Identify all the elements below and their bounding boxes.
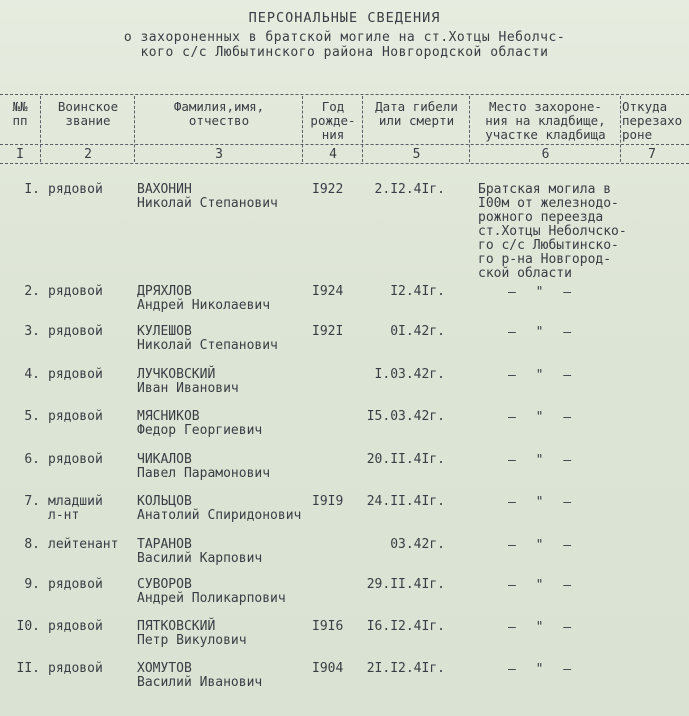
row-death-date: 2I.I2.4Iг. xyxy=(366,661,445,676)
row-given-names: Андрей Поликарпович xyxy=(137,591,286,606)
row-number: 6. xyxy=(24,452,40,467)
row-death-date: 29.II.4Iг. xyxy=(366,577,445,592)
column-separator xyxy=(134,96,135,162)
column-number: 6 xyxy=(541,147,550,162)
row-surname: ЛУЧКОВСКИЙ xyxy=(137,367,216,382)
row-burial-place-ditto: – " – xyxy=(508,453,578,468)
header-rule xyxy=(0,144,689,145)
row-burial-place: рожного переезда xyxy=(478,210,604,225)
row-burial-place: I00м от железнодо- xyxy=(478,196,619,211)
row-death-date: 24.II.4Iг. xyxy=(366,494,445,509)
row-number: 8. xyxy=(24,537,40,552)
row-birth-year: I92I xyxy=(312,324,344,339)
document-subtitle-line-2: кого с/с Любытинского района Новгородской области xyxy=(140,45,549,60)
row-number: I0. xyxy=(16,619,40,634)
row-rank: рядовой xyxy=(48,324,103,339)
document-subtitle-line-1: о захороненных в братской могиле на ст.Хотцы Неболчс- xyxy=(123,30,566,45)
row-number: 9. xyxy=(24,577,40,592)
row-burial-place-ditto: – " – xyxy=(508,285,578,300)
row-burial-place-ditto: – " – xyxy=(508,325,578,340)
row-number: 4. xyxy=(24,367,40,382)
row-rank: рядовой xyxy=(48,367,103,382)
row-rank: рядовой xyxy=(48,284,103,299)
row-burial-place-ditto: – " – xyxy=(508,662,578,677)
row-burial-place: го р-на Новгород- xyxy=(478,252,612,267)
row-surname: КУЛЕШОВ xyxy=(137,324,192,339)
row-burial-place-ditto: – " – xyxy=(508,410,578,425)
row-given-names: Василий Иванович xyxy=(137,675,263,690)
row-surname: ХОМУТОВ xyxy=(137,661,192,676)
row-surname: ТАРАНОВ xyxy=(137,537,192,552)
table-top-rule xyxy=(0,94,689,95)
row-death-date: 03.42г. xyxy=(390,537,445,552)
row-given-names: Анатолий Спиридонович xyxy=(137,508,302,523)
row-surname: СУВОРОВ xyxy=(137,577,192,592)
row-number: I. xyxy=(24,182,40,197)
row-burial-place-ditto: – " – xyxy=(508,538,578,553)
row-burial-place: го с/с Любытинско- xyxy=(478,238,619,253)
column-number: 4 xyxy=(329,147,337,162)
row-birth-year: I922 xyxy=(312,182,344,197)
row-death-date: I2.4Iг. xyxy=(390,284,445,299)
row-given-names: Николай Степанович xyxy=(137,338,278,353)
column-header-name: Фамилия,имя, отчество xyxy=(173,99,265,128)
row-rank: л-нт xyxy=(48,508,80,523)
row-death-date: I5.03.42г. xyxy=(366,409,445,424)
row-burial-place-ditto: – " – xyxy=(508,368,578,383)
column-number: 2 xyxy=(84,147,92,162)
row-rank: рядовой xyxy=(48,452,103,467)
row-number: II. xyxy=(16,661,40,676)
column-header-birth-year: Год рожде- ния xyxy=(310,99,356,142)
row-given-names: Андрей Николаевич xyxy=(137,298,271,313)
row-birth-year: I9I6 xyxy=(312,619,344,634)
row-burial-place: ст.Хотцы Неболчско- xyxy=(478,224,627,239)
column-number: 5 xyxy=(412,147,421,162)
column-separator xyxy=(620,96,621,162)
row-burial-place-ditto: – " – xyxy=(508,578,578,593)
column-header-reburied-from: Откуда перезахо роне xyxy=(622,99,683,142)
row-number: 2. xyxy=(24,284,40,299)
column-header-number: №№ пп xyxy=(12,99,28,128)
column-number: I xyxy=(16,147,24,162)
row-surname: ВАХОНИН xyxy=(137,182,192,197)
row-death-date: I.03.42г. xyxy=(374,367,445,382)
row-rank: лейтенант xyxy=(48,537,119,552)
row-burial-place-ditto: – " – xyxy=(508,620,578,635)
row-birth-year: I9I9 xyxy=(312,494,344,509)
row-number: 3. xyxy=(24,324,40,339)
row-birth-year: I924 xyxy=(312,284,344,299)
row-death-date: 20.II.4Iг. xyxy=(366,452,445,467)
row-rank: рядовой xyxy=(48,661,103,676)
document-title: ПЕРСОНАЛЬНЫЕ СВЕДЕНИЯ xyxy=(248,10,441,26)
column-separator xyxy=(469,96,470,162)
row-number: 7. xyxy=(24,494,40,509)
column-header-burial-place: Место захороне- ния на кладбище, участке кладбища xyxy=(485,99,606,142)
row-death-date: 0I.42г. xyxy=(390,324,445,339)
row-birth-year: I904 xyxy=(312,661,344,676)
row-surname: ДРЯХЛОВ xyxy=(137,284,192,299)
column-number: 3 xyxy=(215,147,223,162)
row-death-date: I6.I2.4Iг. xyxy=(366,619,445,634)
row-surname: ЧИКАЛОВ xyxy=(137,452,192,467)
column-header-rank: Воинское звание xyxy=(57,99,119,128)
row-given-names: Иван Иванович xyxy=(137,381,239,396)
row-given-names: Николай Степанович xyxy=(137,196,278,211)
row-rank: младший xyxy=(48,494,103,509)
row-surname: ПЯТКОВСКИЙ xyxy=(137,619,216,634)
row-number: 5. xyxy=(24,409,40,424)
row-rank: рядовой xyxy=(48,409,103,424)
row-burial-place: ской области xyxy=(478,266,572,281)
row-surname: МЯСНИКОВ xyxy=(137,409,200,424)
row-rank: рядовой xyxy=(48,182,103,197)
row-rank: рядовой xyxy=(48,577,103,592)
column-header-death-date: Дата гибели или смерти xyxy=(375,99,458,128)
row-burial-place: Братская могила в xyxy=(478,182,612,197)
row-surname: КОЛЬЦОВ xyxy=(137,494,192,509)
row-death-date: 2.I2.4Iг. xyxy=(374,182,445,197)
column-separator xyxy=(362,96,363,162)
row-given-names: Василий Карпович xyxy=(137,551,263,566)
row-given-names: Петр Викулович xyxy=(137,633,247,648)
row-given-names: Федор Георгиевич xyxy=(137,423,263,438)
row-burial-place-ditto: – " – xyxy=(508,495,578,510)
column-separator xyxy=(40,96,41,162)
row-given-names: Павел Парамонович xyxy=(137,466,271,481)
column-number: 7 xyxy=(648,147,656,162)
row-rank: рядовой xyxy=(48,619,103,634)
column-number-rule xyxy=(0,163,689,164)
column-separator xyxy=(302,96,303,162)
